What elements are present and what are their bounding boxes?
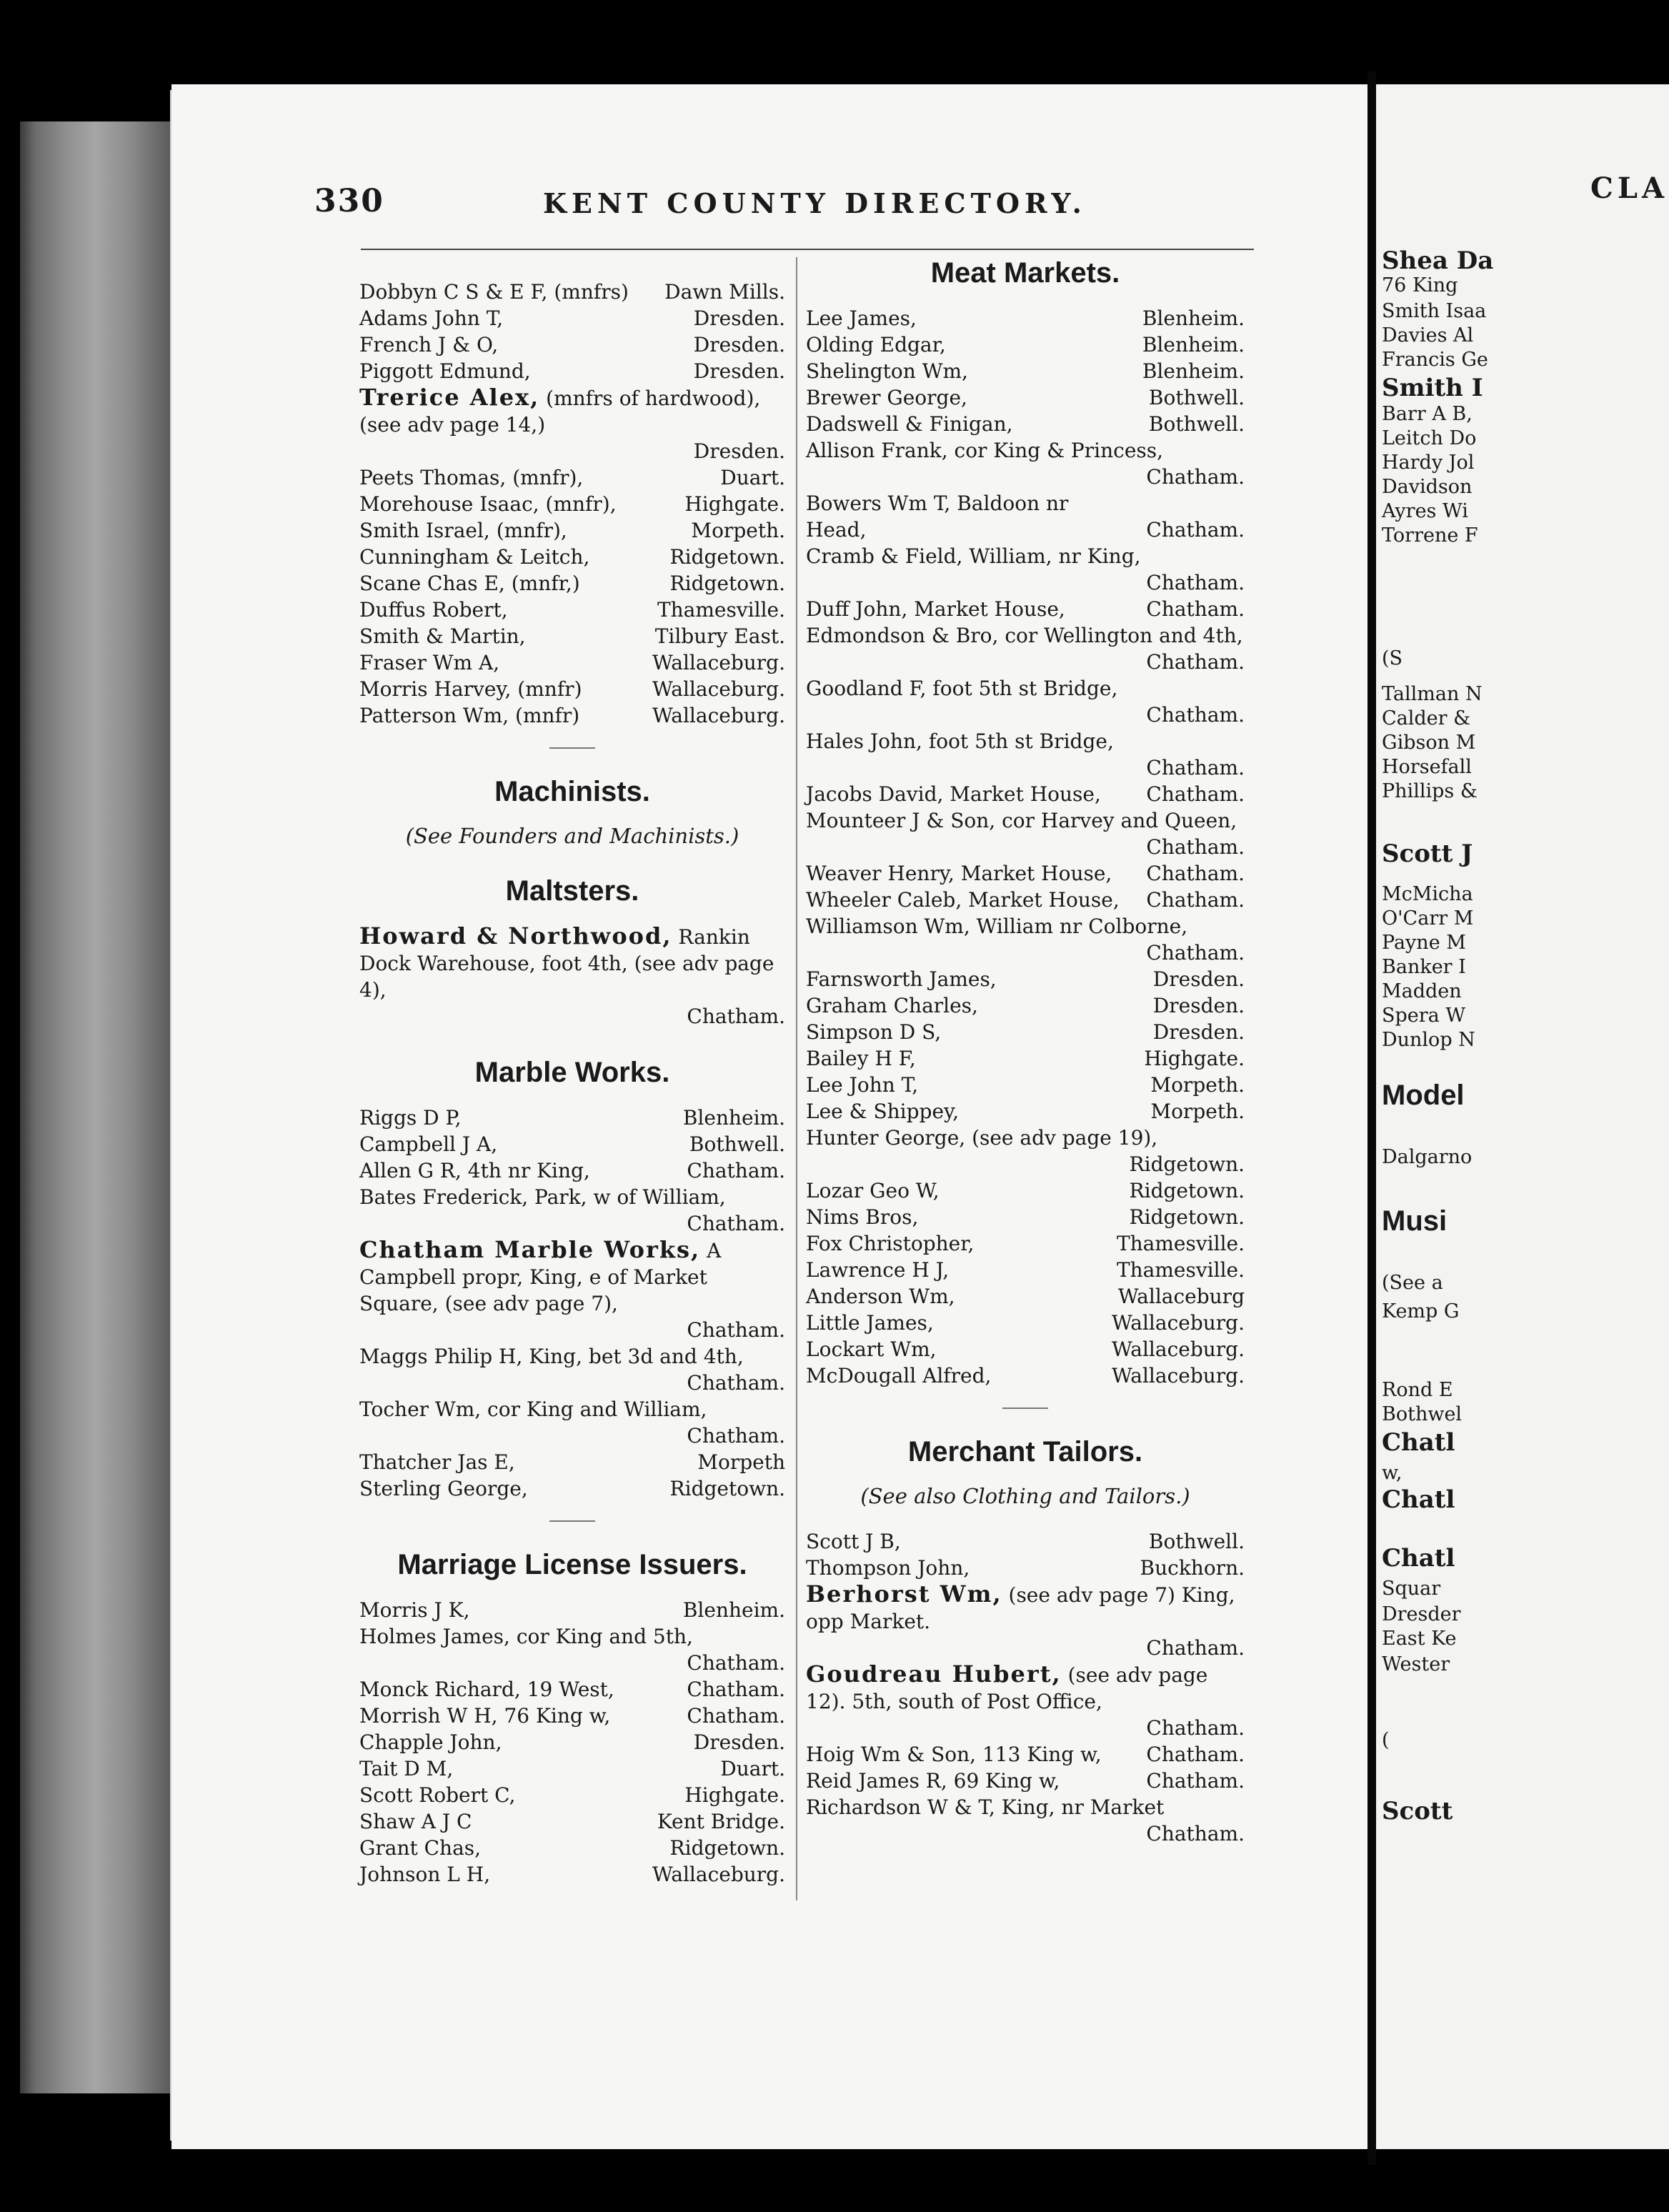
entry-firm-name: Chatham Marble Works, <box>359 1236 701 1263</box>
entry-town: Kent Bridge. <box>657 1810 785 1833</box>
facing-page-line: Dunlop N <box>1382 1029 1475 1051</box>
entry-town: Dawn Mills. <box>664 280 785 304</box>
directory-entry <box>806 305 1245 332</box>
book-spine <box>20 121 170 2093</box>
facing-page-line: Phillips & <box>1382 780 1478 802</box>
entry-town: Highgate. <box>684 1783 785 1807</box>
facing-page-line: Squar <box>1382 1578 1441 1600</box>
entry-town: Ridgetown. <box>1129 1179 1245 1202</box>
facing-page-line: Spera W <box>1382 1005 1466 1027</box>
directory-entry <box>806 1204 1245 1230</box>
directory-entry <box>359 570 785 597</box>
entry-town: Chatham. <box>1146 703 1245 727</box>
directory-entry <box>359 1184 785 1237</box>
directory-entry <box>806 1125 1245 1177</box>
section-heading-maltsters: Maltsters. <box>505 875 639 907</box>
facing-page-line: (See a <box>1382 1272 1443 1294</box>
entry-town: Wallaceburg. <box>652 677 785 701</box>
entry-town: Wallaceburg. <box>652 1863 785 1886</box>
entry-firm-name: Goudreau Hubert, <box>806 1660 1062 1688</box>
directory-entry <box>806 1283 1245 1310</box>
entry-name: Lockart Wm, <box>806 1337 937 1361</box>
directory-entry <box>806 384 1245 411</box>
entry-town: Blenheim. <box>682 1106 785 1130</box>
entry-firm-name: Berhorst Wm, <box>806 1580 1002 1608</box>
section-heading-meat-markets: Meat Markets. <box>930 257 1120 289</box>
directory-entry <box>359 1597 785 1623</box>
facing-page-line: Torrene F <box>1382 524 1478 547</box>
facing-page-line: Davidson <box>1382 476 1473 498</box>
column-divider <box>796 257 797 1900</box>
directory-entry <box>806 1741 1245 1768</box>
directory-entry <box>806 1336 1245 1362</box>
facing-page-line: O'Carr M <box>1382 907 1474 930</box>
directory-entry <box>806 887 1245 913</box>
directory-entry <box>359 1703 785 1729</box>
directory-entry <box>806 411 1245 437</box>
facing-page-line: Davies Al <box>1382 324 1474 347</box>
entry-name: Weaver Henry, Market House, <box>806 862 1112 885</box>
cross-reference-note: (See also Clothing and Tailors.) <box>860 1484 1190 1508</box>
entry-town: Chatham. <box>1146 597 1245 621</box>
directory-entry <box>806 1362 1245 1389</box>
entry-town: Morpeth. <box>1150 1073 1245 1097</box>
entry-town: Chatham. <box>1146 782 1245 806</box>
entry-name: Morris Harvey, (mnfr) <box>359 677 582 701</box>
entry-detail: Rankin Dock Warehouse, foot 4th, (see adv page 4), <box>359 925 774 1002</box>
entry-town: Ridgetown. <box>669 1477 785 1500</box>
facing-page-line: Smith I <box>1382 374 1483 402</box>
facing-page-line: Hardy Jol <box>1382 452 1475 474</box>
entry-town: Ridgetown. <box>669 545 785 569</box>
directory-entry <box>359 1131 785 1157</box>
running-title: KENT COUNTY DIRECTORY. <box>543 187 1087 219</box>
entry-name: Lozar Geo W, <box>806 1179 940 1202</box>
entry-town: Dresden. <box>693 1730 785 1754</box>
directory-entry <box>359 1623 785 1676</box>
directory-entry <box>359 649 785 676</box>
entry-name: Olding Edgar, <box>806 333 946 357</box>
entry-name: Thatcher Jas E, <box>359 1450 515 1474</box>
entry-name: Simpson D S, <box>806 1020 942 1044</box>
facing-page-line: Francis Ge <box>1382 349 1488 371</box>
entry-town: Chatham. <box>1146 1769 1245 1793</box>
page-number: 330 <box>314 183 384 219</box>
section-divider <box>1002 1408 1048 1409</box>
directory-entry <box>806 913 1245 966</box>
entry-name: Graham Charles, <box>806 994 978 1017</box>
directory-entry <box>806 728 1245 781</box>
directory-entry <box>806 1555 1245 1581</box>
entry-name: Morehouse Isaac, (mnfr), <box>359 492 617 516</box>
entry-name: Scane Chas E, (mnfr,) <box>359 572 580 595</box>
entry-name: McDougall Alfred, <box>806 1364 992 1388</box>
entry-town: Chatham. <box>687 1318 785 1342</box>
directory-entry <box>359 1808 785 1835</box>
entry-firm-name: Trerice Alex, <box>359 384 540 411</box>
entry-detail: (mnfrs of hardwood), (see adv page 14,) <box>359 387 761 437</box>
header-rule <box>361 249 1254 250</box>
entry-name: Tait D M, <box>359 1757 454 1780</box>
entry-name: Morris J K, <box>359 1598 470 1622</box>
facing-page-line: Chatl <box>1382 1428 1455 1457</box>
entry-name: Lee John T, <box>806 1073 919 1097</box>
entry-name: Grant Chas, <box>359 1836 482 1860</box>
entry-name: Patterson Wm, (mnfr) <box>359 704 580 727</box>
entry-town: Chatham. <box>1146 862 1245 885</box>
entry-town: Duart. <box>720 466 785 489</box>
entry-name: Campbell J A, <box>359 1132 498 1156</box>
facing-page-line: (S <box>1382 647 1403 669</box>
entry-name: Piggott Edmund, <box>359 359 531 383</box>
entry-name: Allen G R, 4th nr King, <box>359 1159 590 1182</box>
facing-page-line: Scott J <box>1382 840 1473 868</box>
entry-town: Morpeth. <box>691 519 785 542</box>
entry-town: Chatham. <box>1146 1636 1245 1660</box>
facing-page-line: w, <box>1382 1462 1403 1484</box>
entry-name: Wheeler Caleb, Market House, <box>806 888 1120 912</box>
entry-name: Hunter George, (see adv page 19), <box>806 1126 1158 1150</box>
directory-entry <box>359 279 785 305</box>
entry-name <box>359 384 785 438</box>
entry-town: Blenheim. <box>1142 333 1245 357</box>
directory-entry <box>359 332 785 358</box>
entry-name: Fraser Wm A, <box>359 651 500 674</box>
facing-page-line: Ayres Wi <box>1382 500 1468 522</box>
directory-entry <box>359 1157 785 1184</box>
entry-town: Wallaceburg <box>1117 1285 1245 1308</box>
entry-town: Blenheim. <box>682 1598 785 1622</box>
directory-entry <box>359 305 785 332</box>
entry-name: Williamson Wm, William nr Colborne, <box>806 915 1188 938</box>
entry-town: Chatham. <box>687 1678 785 1701</box>
facing-page-line: East Ke <box>1382 1628 1457 1650</box>
entry-town: Chatham. <box>1146 571 1245 594</box>
facing-page-line: Banker I <box>1382 956 1466 978</box>
entry-name: Duff John, Market House, <box>806 597 1065 621</box>
entry-town: Chatham. <box>1146 888 1245 912</box>
entry-town: Chatham. <box>1146 518 1245 542</box>
entry-town: Chatham. <box>687 1005 785 1028</box>
directory-entry <box>806 1072 1245 1098</box>
entry-town: Chatham. <box>1146 941 1245 965</box>
facing-page <box>1376 84 1669 2149</box>
entry-town: Wallaceburg. <box>1111 1364 1245 1388</box>
entry-town: Wallaceburg. <box>1111 1337 1245 1361</box>
entry-name: Shaw A J C <box>359 1810 472 1833</box>
entry-town: Chatham. <box>687 1424 785 1448</box>
facing-page-line: Scott <box>1382 1797 1453 1825</box>
directory-entry <box>359 1676 785 1703</box>
entry-name: Scott Robert C, <box>359 1783 516 1807</box>
entry-name: Chapple John, <box>359 1730 502 1754</box>
left-column <box>359 279 785 1888</box>
facing-page-line: McMicha <box>1382 883 1473 905</box>
facing-page-line: 76 King <box>1382 274 1458 297</box>
entry-town: Morpeth. <box>1150 1100 1245 1123</box>
directory-entry <box>359 1475 785 1502</box>
entry-name: Hales John, foot 5th st Bridge, <box>806 729 1114 753</box>
facing-page-line: Model <box>1382 1080 1465 1111</box>
entry-name: Brewer George, <box>806 386 967 409</box>
facing-page-line: Chatl <box>1382 1544 1455 1573</box>
entry-name: Mounteer J & Son, cor Harvey and Queen, <box>806 809 1237 832</box>
page-header <box>314 183 1257 233</box>
facing-page-title: CLA <box>1590 171 1668 205</box>
facing-page-line: Musi <box>1382 1205 1448 1237</box>
entry-town: Morpeth <box>697 1450 785 1474</box>
section-divider <box>549 747 595 749</box>
entry-town: Thamesville. <box>1116 1258 1245 1282</box>
facing-page-line: Rond E <box>1382 1379 1453 1401</box>
facing-page-line: Barr A B, <box>1382 403 1473 425</box>
entry-town: Ridgetown. <box>1129 1152 1245 1176</box>
directory-entry <box>359 623 785 649</box>
facing-page-line: Kemp G <box>1382 1300 1460 1322</box>
entry-town: Wallaceburg. <box>652 651 785 674</box>
entry-name: Lee & Shippey, <box>806 1100 960 1123</box>
middle-column <box>806 257 1245 1847</box>
section-heading-marble-works: Marble Works. <box>474 1057 670 1088</box>
directory-entry <box>806 1019 1245 1045</box>
facing-page-line: Horsefall <box>1382 756 1472 778</box>
directory-entry <box>806 1045 1245 1072</box>
cross-reference-note: (See Founders and Machinists.) <box>405 824 739 848</box>
directory-entry <box>359 1449 785 1475</box>
directory-entry <box>806 1661 1245 1741</box>
directory-entry <box>359 358 785 384</box>
facing-page-line: Wester <box>1382 1653 1450 1675</box>
directory-entry <box>359 517 785 544</box>
directory-entry <box>806 1794 1245 1847</box>
directory-entry <box>806 675 1245 728</box>
entry-town: Thamesville. <box>1116 1232 1245 1255</box>
entry-name: Little James, <box>806 1311 934 1335</box>
directory-entry <box>359 1835 785 1861</box>
entry-town: Dresden. <box>693 439 785 463</box>
facing-page-line: Chatl <box>1382 1485 1455 1514</box>
entry-name: Nims Bros, <box>806 1205 919 1229</box>
facing-page-line: Payne M <box>1382 932 1466 954</box>
directory-entry <box>806 490 1245 543</box>
directory-entry <box>359 1782 785 1808</box>
entry-name: Dobbyn C S & E F, (mnfrs) <box>359 280 629 304</box>
entry-town: Thamesville. <box>657 598 785 622</box>
entry-name: Morrish W H, 76 King w, <box>359 1704 611 1728</box>
directory-entry <box>359 491 785 517</box>
directory-entry <box>806 992 1245 1019</box>
entry-town: Chatham. <box>687 1212 785 1235</box>
directory-entry <box>359 597 785 623</box>
entry-town: Highgate. <box>684 492 785 516</box>
entry-name: Johnson L H, <box>359 1863 491 1886</box>
entry-town: Chatham. <box>687 1371 785 1395</box>
entry-town: Bothwell. <box>1148 412 1245 436</box>
directory-entry <box>359 923 785 1030</box>
entry-town: Buckhorn. <box>1140 1556 1245 1580</box>
entry-town: Chatham. <box>687 1651 785 1675</box>
entry-name: Lee James, <box>806 307 917 330</box>
facing-page-line: Tallman N <box>1382 683 1483 705</box>
directory-entry <box>806 1310 1245 1336</box>
facing-page-line: Dalgarno <box>1382 1146 1473 1168</box>
directory-entry <box>806 1768 1245 1794</box>
directory-entry <box>806 543 1245 596</box>
entry-town: Highgate. <box>1144 1047 1245 1070</box>
entry-name: Smith & Martin, <box>359 624 526 648</box>
entry-town: Dresden. <box>1152 1020 1245 1044</box>
directory-entry <box>359 1729 785 1755</box>
entry-name: French J & O, <box>359 333 499 357</box>
section-heading-marriage-license: Marriage License Issuers. <box>397 1549 747 1580</box>
directory-entry <box>806 966 1245 992</box>
directory-entry <box>359 384 785 464</box>
facing-page-line: ( <box>1382 1729 1390 1751</box>
entry-town: Dresden. <box>693 359 785 383</box>
entry-name <box>359 923 785 1003</box>
entry-detail: (see adv page 7) King, opp Market. <box>806 1583 1235 1633</box>
entry-name <box>806 1581 1245 1635</box>
entry-town: Chatham. <box>1146 756 1245 779</box>
facing-page-line: Dresder <box>1382 1603 1461 1625</box>
directory-entry <box>806 622 1245 675</box>
entry-name: Scott J B, <box>806 1530 901 1553</box>
entry-town: Ridgetown. <box>669 572 785 595</box>
entry-town: Chatham. <box>1146 1822 1245 1845</box>
entry-town: Duart. <box>720 1757 785 1780</box>
entry-name: Bowers Wm T, Baldoon nr Head, <box>806 492 1069 542</box>
directory-entry <box>806 781 1245 807</box>
directory-entry <box>806 332 1245 358</box>
page-gutter <box>1367 71 1376 2165</box>
section-heading-machinists: Machinists. <box>494 776 650 807</box>
entry-name <box>806 1661 1245 1715</box>
directory-entry <box>359 544 785 570</box>
entry-name: Reid James R, 69 King w, <box>806 1769 1060 1793</box>
directory-entry <box>359 1755 785 1782</box>
entry-town: Chatham. <box>1146 835 1245 859</box>
entry-name: Adams John T, <box>359 307 504 330</box>
directory-entry <box>359 1105 785 1131</box>
entry-detail: (see adv page 12). 5th, south of Post Office, <box>806 1663 1208 1713</box>
entry-town: Bothwell. <box>1148 1530 1245 1553</box>
entry-town: Chatham. <box>1146 650 1245 674</box>
entry-town: Dresden. <box>693 307 785 330</box>
entry-name: Farnsworth James, <box>806 967 997 991</box>
facing-page-line: Leitch Do <box>1382 427 1477 449</box>
directory-entry <box>359 702 785 729</box>
facing-page-line: Shea Da <box>1382 246 1494 275</box>
directory-entry <box>806 1177 1245 1204</box>
entry-town: Chatham. <box>1146 1716 1245 1740</box>
entry-town: Bothwell. <box>1148 386 1245 409</box>
entry-name: Tocher Wm, cor King and William, <box>359 1398 707 1421</box>
entry-town: Tilbury East. <box>654 624 785 648</box>
directory-entry <box>806 1098 1245 1125</box>
facing-page-line: Gibson M <box>1382 732 1476 754</box>
entry-name: Shelington Wm, <box>806 359 968 383</box>
entry-town: Wallaceburg. <box>652 704 785 727</box>
directory-entry <box>806 1230 1245 1257</box>
directory-entry <box>806 1528 1245 1555</box>
entry-town: Dresden. <box>693 333 785 357</box>
entry-name: Riggs D P, <box>359 1106 462 1130</box>
directory-entry <box>359 464 785 491</box>
entry-town: Chatham. <box>687 1159 785 1182</box>
entry-town: Chatham. <box>687 1704 785 1728</box>
entry-name: Lawrence H J, <box>806 1258 950 1282</box>
entry-town: Blenheim. <box>1142 307 1245 330</box>
entry-name: Richardson W & T, King, nr Market <box>806 1795 1165 1819</box>
directory-entry <box>359 676 785 702</box>
entry-name: Peets Thomas, (mnfr), <box>359 466 584 489</box>
facing-page-line: Bothwel <box>1382 1403 1463 1425</box>
entry-town: Dresden. <box>1152 967 1245 991</box>
entry-town: Wallaceburg. <box>1111 1311 1245 1335</box>
directory-entry <box>806 1257 1245 1283</box>
entry-name: Bates Frederick, Park, w of William, <box>359 1185 726 1209</box>
entry-name: Cramb & Field, William, nr King, <box>806 544 1141 568</box>
entry-town: Ridgetown. <box>1129 1205 1245 1229</box>
entry-name: Maggs Philip H, King, bet 3d and 4th, <box>359 1345 744 1368</box>
entry-town: Chatham. <box>1146 465 1245 489</box>
entry-name: Jacobs David, Market House, <box>806 782 1101 806</box>
directory-entry <box>806 807 1245 860</box>
entry-name <box>359 1237 785 1317</box>
directory-entry <box>359 1396 785 1449</box>
entry-name: Monck Richard, 19 West, <box>359 1678 614 1701</box>
facing-page-line: Smith Isaa <box>1382 300 1487 322</box>
entry-name: Smith Israel, (mnfr), <box>359 519 567 542</box>
section-heading-merchant-tailors: Merchant Tailors. <box>907 1436 1143 1468</box>
section-divider <box>549 1520 595 1522</box>
entry-name: Hoig Wm & Son, 113 King w, <box>806 1743 1102 1766</box>
directory-entry <box>806 860 1245 887</box>
entry-town: Chatham. <box>1146 1743 1245 1766</box>
directory-entry <box>806 596 1245 622</box>
entry-name: Sterling George, <box>359 1477 528 1500</box>
entry-town: Blenheim. <box>1142 359 1245 383</box>
entry-name: Cunningham & Leitch, <box>359 545 590 569</box>
entry-detail: A Campbell propr, King, e of Market Square, (see adv page 7), <box>359 1239 722 1315</box>
facing-page-line: Madden <box>1382 980 1462 1002</box>
entry-name: Anderson Wm, <box>806 1285 955 1308</box>
entry-name: Thompson John, <box>806 1556 970 1580</box>
entry-name: Allison Frank, cor King & Princess, <box>806 439 1164 462</box>
entry-name: Fox Christopher, <box>806 1232 975 1255</box>
entry-town: Dresden. <box>1152 994 1245 1017</box>
directory-entry <box>806 358 1245 384</box>
entry-name: Duffus Robert, <box>359 598 508 622</box>
entry-town: Bothwell. <box>689 1132 785 1156</box>
directory-entry <box>806 1581 1245 1661</box>
entry-town: Ridgetown. <box>669 1836 785 1860</box>
entry-name: Goodland F, foot 5th st Bridge, <box>806 677 1118 700</box>
directory-entry <box>359 1237 785 1343</box>
facing-page-line: Calder & <box>1382 707 1471 729</box>
entry-name: Dadswell & Finigan, <box>806 412 1013 436</box>
entry-firm-name: Howard & Northwood, <box>359 922 672 950</box>
directory-entry <box>359 1343 785 1396</box>
entry-name: Bailey H F, <box>806 1047 916 1070</box>
directory-entry <box>806 437 1245 490</box>
entry-name: Holmes James, cor King and 5th, <box>359 1625 693 1648</box>
directory-entry <box>359 1861 785 1888</box>
entry-name: Edmondson & Bro, cor Wellington and 4th, <box>806 624 1243 647</box>
